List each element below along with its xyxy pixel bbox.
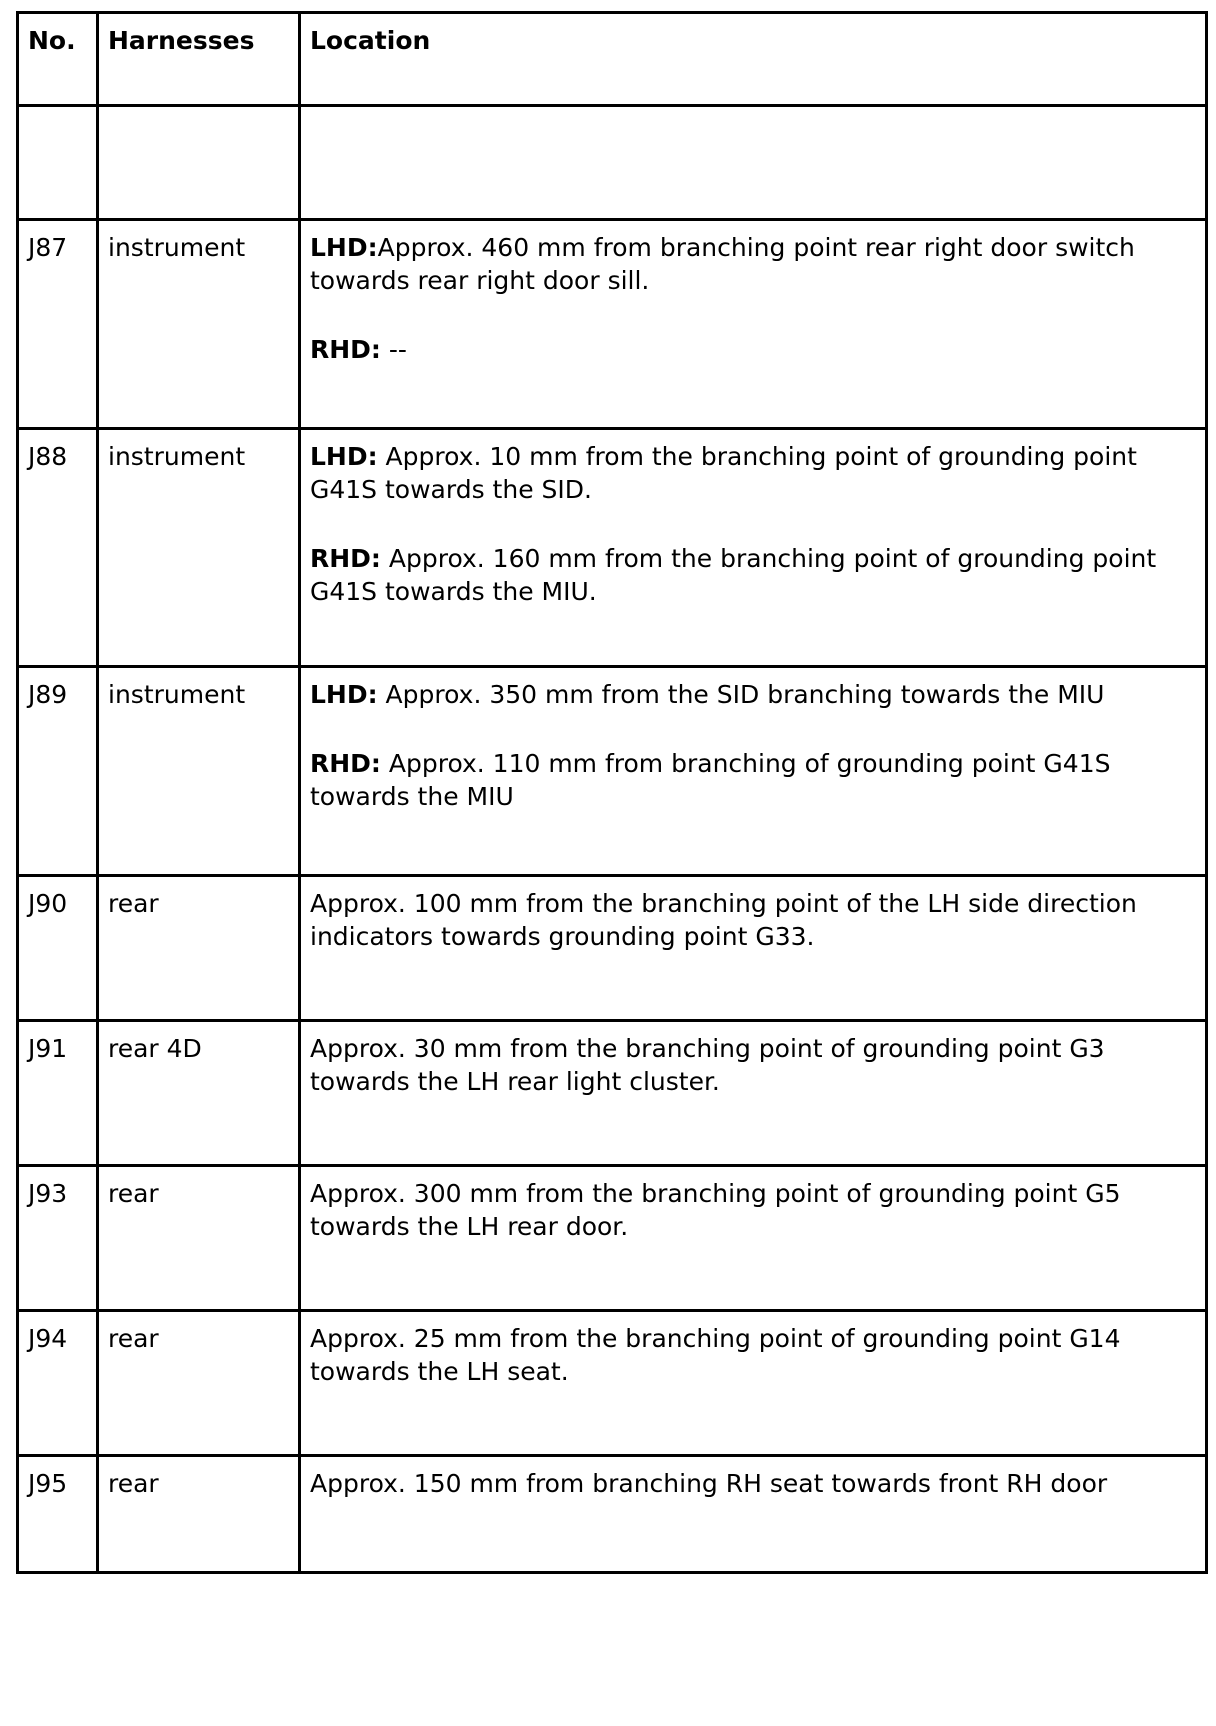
cell-no: J91 [18, 1021, 98, 1166]
cell-no: J89 [18, 667, 98, 876]
cell-no [18, 106, 98, 220]
cell-harness: rear [98, 1311, 300, 1456]
cell-harness: instrument [98, 667, 300, 876]
cell-harness: rear [98, 1456, 300, 1573]
cell-location [300, 1456, 1207, 1573]
table-row [18, 220, 1207, 429]
table-row [18, 1021, 1207, 1166]
location-text: Approx. 10 mm from the branching point of grounding point G41S towards the SID. [310, 442, 1137, 504]
drive-side-label: LHD: [310, 680, 378, 709]
drive-side-label: RHD: [310, 749, 381, 778]
cell-harness: rear 4D [98, 1021, 300, 1166]
cell-no: J95 [18, 1456, 98, 1573]
drive-side-label: LHD: [310, 442, 378, 471]
cell-harness: instrument [98, 220, 300, 429]
cell-location [300, 876, 1207, 1021]
table-body [18, 106, 1207, 1573]
location-entry [310, 1467, 1196, 1500]
location-text: Approx. 160 mm from the branching point of grounding point G41S towards the MIU. [310, 544, 1157, 606]
cell-location [300, 1021, 1207, 1166]
cell-no: J87 [18, 220, 98, 429]
cell-harness: rear [98, 876, 300, 1021]
cell-no: J93 [18, 1166, 98, 1311]
location-entry [310, 542, 1196, 608]
location-entry [310, 1177, 1196, 1243]
location-entry [310, 1322, 1196, 1388]
location-text: Approx. 110 mm from branching of grounding point G41S towards the MIU [310, 749, 1111, 811]
cell-no: J90 [18, 876, 98, 1021]
location-text: Approx. 350 mm from the SID branching towards the MIU [377, 680, 1105, 709]
header-location: Location [300, 13, 1207, 106]
location-text: Approx. 300 mm from the branching point of grounding point G5 towards the LH rear door. [310, 1179, 1121, 1241]
table-row [18, 1166, 1207, 1311]
location-text: -- [380, 335, 407, 364]
location-text: Approx. 150 mm from branching RH seat towards front RH door [310, 1469, 1108, 1498]
location-text: Approx. 460 mm from branching point rear right door switch towards rear right door sill. [310, 233, 1135, 295]
cell-location [300, 429, 1207, 667]
drive-side-label: RHD: [310, 544, 381, 573]
table-row [18, 429, 1207, 667]
location-entry [310, 887, 1196, 953]
cell-location [300, 667, 1207, 876]
location-entry [310, 678, 1196, 711]
location-entry [310, 333, 1196, 366]
cell-location [300, 220, 1207, 429]
harness-location-table [16, 11, 1208, 1574]
table-row [18, 667, 1207, 876]
cell-no: J94 [18, 1311, 98, 1456]
table-row [18, 106, 1207, 220]
drive-side-label: LHD: [310, 233, 378, 262]
location-text: Approx. 25 mm from the branching point of grounding point G14 towards the LH seat. [310, 1324, 1121, 1386]
location-entry [310, 747, 1196, 813]
cell-harness: rear [98, 1166, 300, 1311]
cell-harness [98, 106, 300, 220]
table-row [18, 876, 1207, 1021]
location-text: Approx. 100 mm from the branching point of the LH side direction indicators towards grounding point G33. [310, 889, 1137, 951]
location-entry [310, 440, 1196, 506]
header-harnesses: Harnesses [98, 13, 300, 106]
location-text: Approx. 30 mm from the branching point of grounding point G3 towards the LH rear light cluster. [310, 1034, 1105, 1096]
location-entry [310, 1032, 1196, 1098]
cell-no: J88 [18, 429, 98, 667]
cell-location [300, 1166, 1207, 1311]
drive-side-label: RHD: [310, 335, 381, 364]
table-row [18, 1456, 1207, 1573]
header-no: No. [18, 13, 98, 106]
cell-location [300, 106, 1207, 220]
cell-harness: instrument [98, 429, 300, 667]
cell-location [300, 1311, 1207, 1456]
table-row [18, 1311, 1207, 1456]
header-row [18, 13, 1207, 106]
location-entry [310, 231, 1196, 297]
